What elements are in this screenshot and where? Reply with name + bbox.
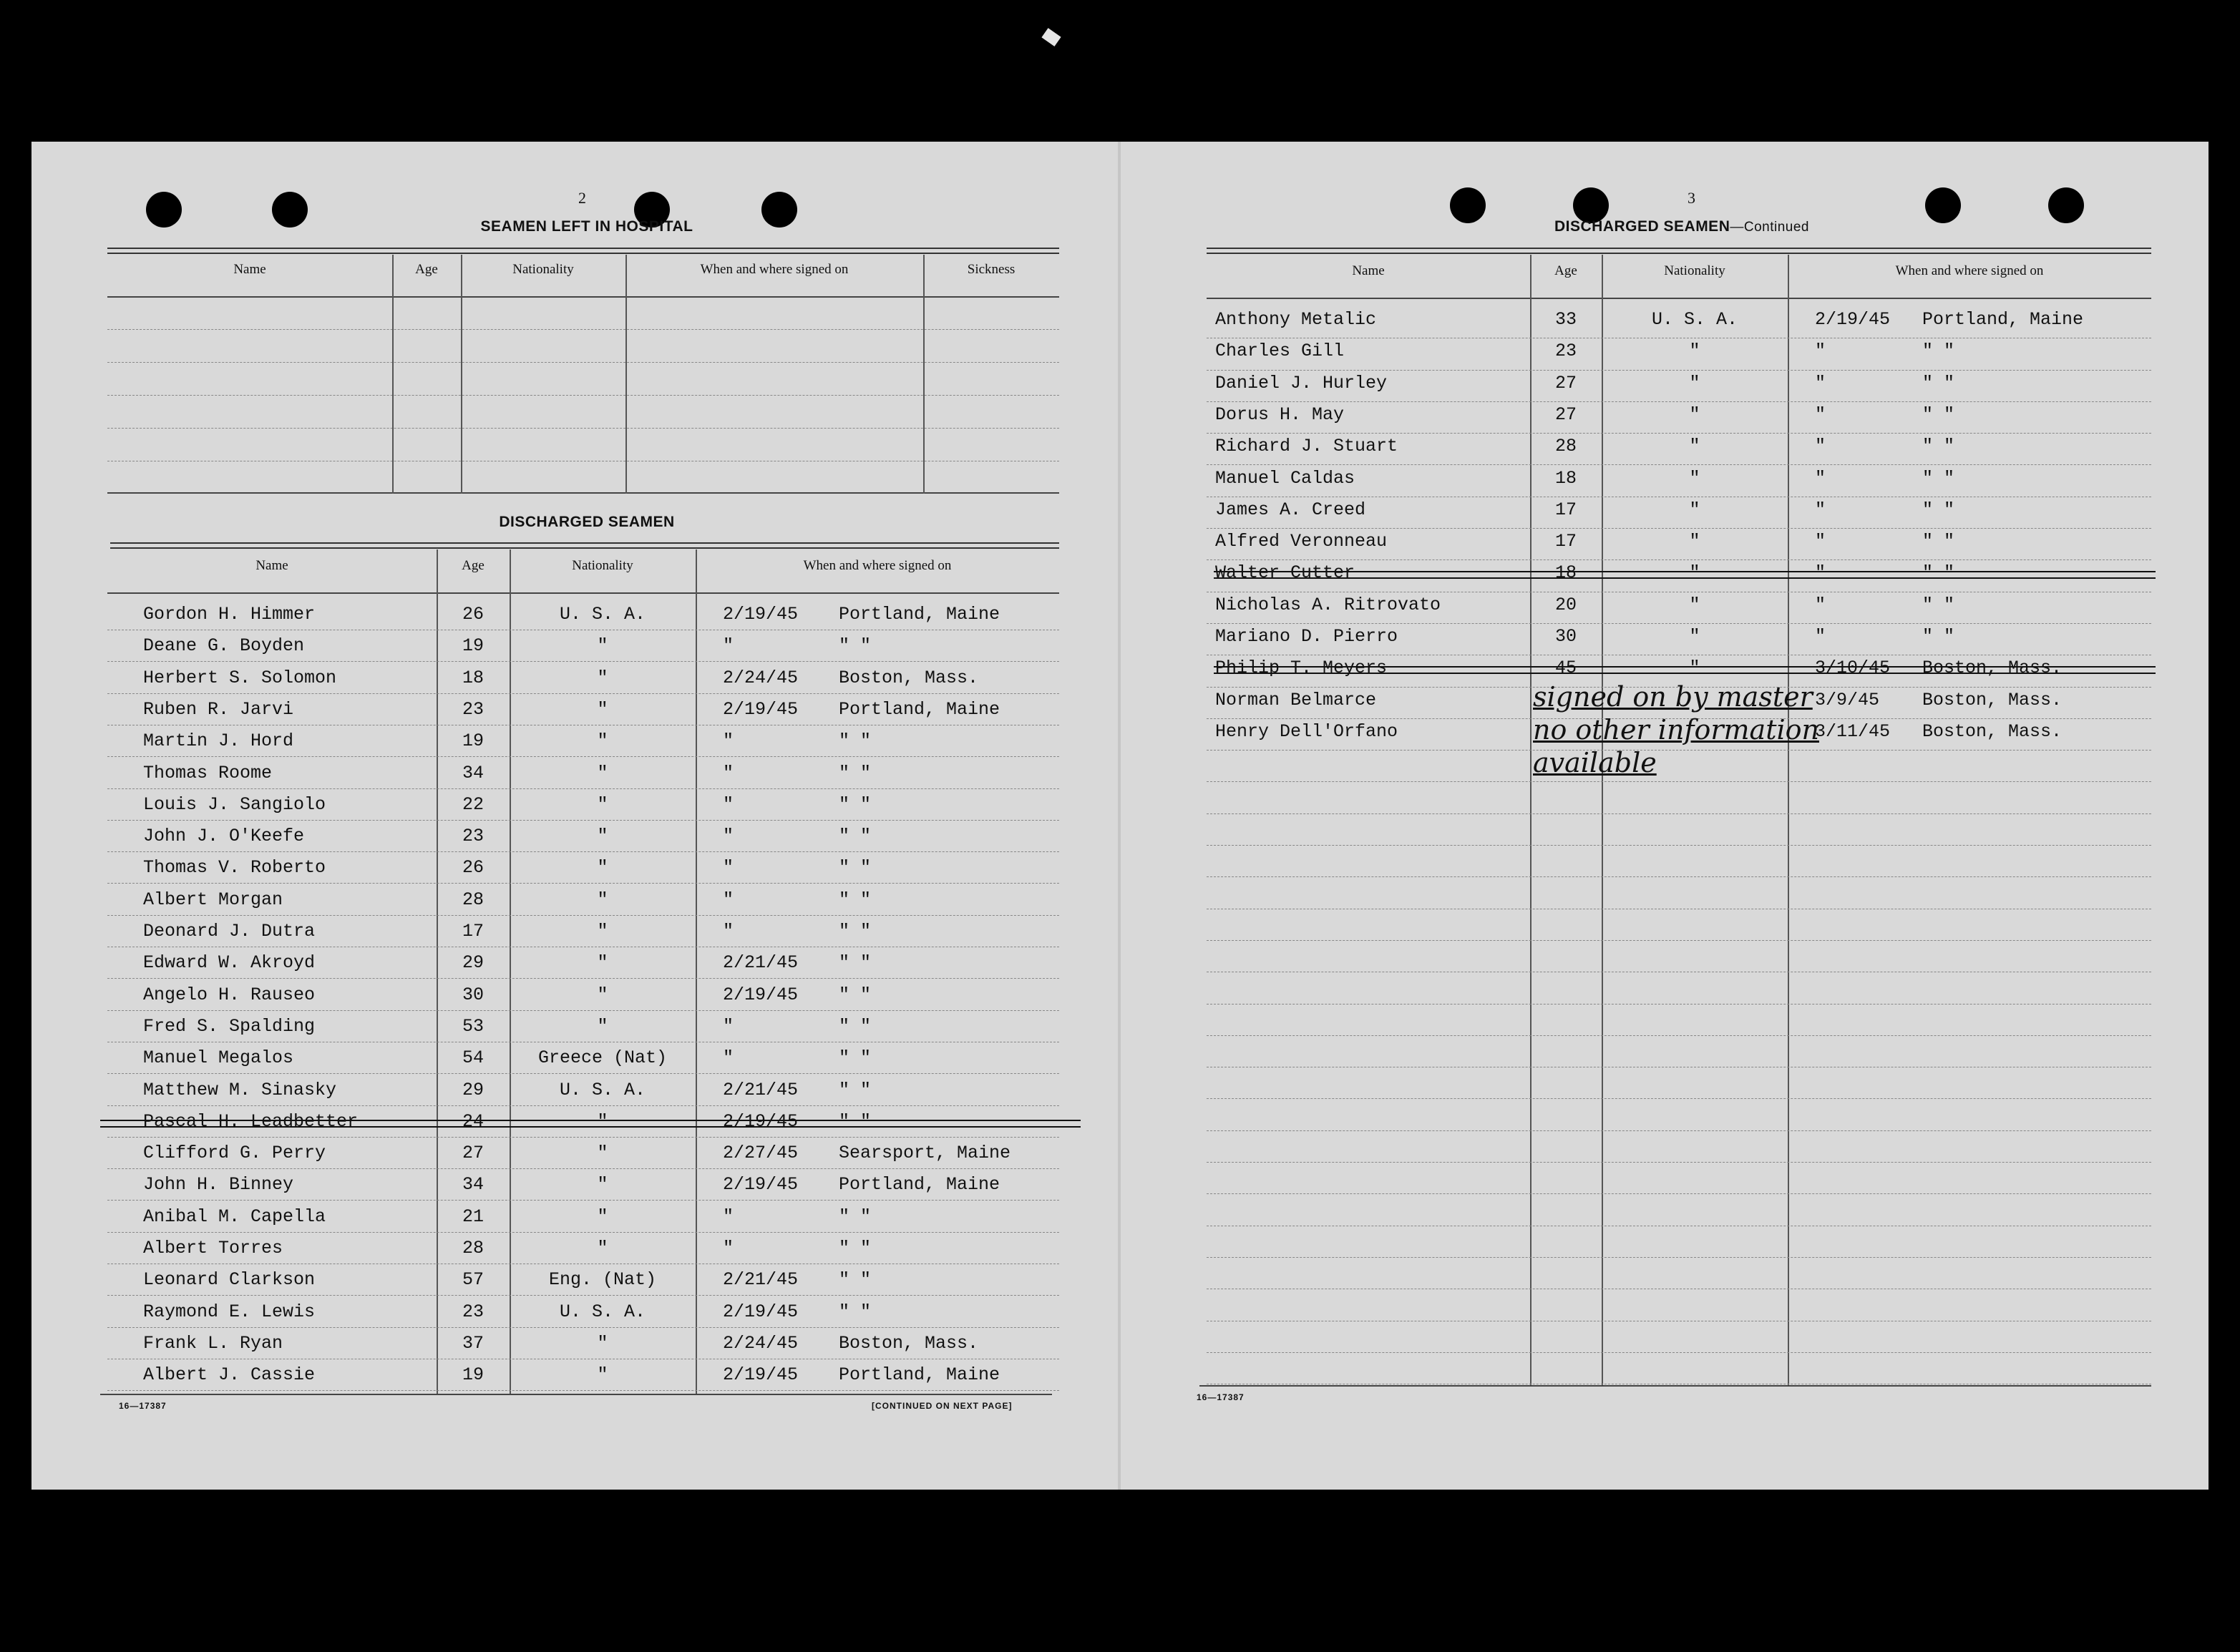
punch-hole [2048,187,2084,223]
table-bottom-rule [1199,1385,2151,1387]
signed-on-date: 3/10/45 [1815,658,1891,678]
seaman-nationality: " [1689,404,1700,425]
signed-on-place: " " [839,952,872,973]
punch-hole [272,192,308,228]
column-header-nationality: Nationality [512,262,574,277]
punch-hole [146,192,182,228]
handwritten-note-line: signed on by master [1533,681,1813,713]
seaman-name: Alfred Veronneau [1215,531,1388,552]
seaman-age: 19 [462,635,484,656]
signed-on-date: 2/21/45 [723,1269,799,1290]
page-number: 3 [1688,189,1695,207]
signed-on-date: " [1815,595,1826,615]
column-header-age: Age [462,558,484,573]
signed-on-place: " " [839,1016,872,1037]
signed-on-place: Boston, Mass. [839,668,979,688]
column-header-name: Name [1352,263,1385,278]
signed-on-date: " [723,635,734,656]
continued-suffix: —Continued [1730,220,1809,235]
seaman-nationality: " [597,857,608,878]
signed-on-date: " [723,826,734,846]
signed-on-place: Boston, Mass. [839,1333,979,1354]
continued-note: [CONTINUED ON NEXT PAGE] [872,1401,1013,1411]
seaman-name: Fred S. Spalding [143,1016,316,1037]
seaman-name: Philip T. Meyers [1215,658,1388,678]
hospital-section-title: SEAMEN LEFT IN HOSPITAL [480,218,693,235]
signed-on-place: " " [839,857,872,878]
signed-on-place: " " [1922,595,1955,615]
seaman-nationality: " [1689,436,1700,456]
signed-on-date: " [1815,436,1826,456]
signed-on-place: " " [839,763,872,783]
row-rule [1207,623,2151,624]
seaman-name: Mariano D. Pierro [1215,626,1398,647]
seaman-nationality: " [597,1174,608,1195]
column-divider [696,549,697,1395]
handwritten-note-line: no other information [1533,714,1819,746]
seaman-age: 18 [1554,468,1577,489]
seaman-nationality: " [597,1143,608,1163]
row-rule [107,395,1059,396]
signed-on-place: Portland, Maine [839,1174,1000,1195]
signed-on-place: " " [839,921,872,942]
signed-on-place: Boston, Mass. [1922,658,2063,678]
seaman-name: Edward W. Akroyd [143,952,316,973]
signed-on-date: " [1815,373,1826,394]
seaman-nationality: " [1689,658,1700,678]
seaman-name: Clifford G. Perry [143,1143,326,1163]
signed-on-date: " [723,1238,734,1258]
row-rule [107,1010,1059,1011]
signed-on-place: " " [839,1047,872,1068]
row-rule [107,1295,1059,1296]
strikeout-line [1214,666,2156,674]
seaman-nationality: " [1689,595,1700,615]
seaman-age: 34 [462,763,484,783]
signed-on-place: " " [1922,531,1955,552]
row-rule [107,978,1059,979]
seaman-nationality: " [1689,373,1700,394]
row-rule [1207,781,2151,782]
signed-on-date: 2/21/45 [723,952,799,973]
column-header-sickness: Sickness [967,262,1016,277]
signed-on-date: " [1815,562,1826,583]
page-number: 2 [578,189,586,207]
seaman-age: 27 [462,1143,484,1163]
signed-on-place: " " [839,984,872,1005]
seaman-age: 45 [1554,658,1577,678]
signed-on-date: " [723,921,734,942]
column-header-age: Age [415,262,438,277]
row-rule [107,1168,1059,1169]
seaman-age: 20 [1554,595,1577,615]
seaman-age: 18 [462,668,484,688]
header-rule [1207,298,2151,299]
signed-on-date: " [1815,468,1826,489]
seaman-age: 57 [462,1269,484,1290]
signed-on-date: " [723,794,734,815]
punch-hole [1925,187,1961,223]
signed-on-date: 3/9/45 [1815,690,1880,710]
seaman-age: 23 [462,1301,484,1322]
signed-on-place: " " [1922,562,1955,583]
signed-on-place: Portland, Maine [1922,309,2084,330]
seaman-nationality: " [597,1333,608,1354]
seaman-name: Albert Morgan [143,889,283,910]
signed-on-place: " " [839,1080,872,1100]
row-rule [107,1105,1059,1106]
row-rule [107,1390,1059,1391]
seaman-name: Nicholas A. Ritrovato [1215,595,1441,615]
signed-on-place: " " [1922,468,1955,489]
row-rule [107,851,1059,852]
seaman-name: John H. Binney [143,1174,294,1195]
seaman-nationality: " [597,699,608,720]
seaman-age: 27 [1554,373,1577,394]
row-rule [1207,1035,2151,1036]
seaman-nationality: " [597,826,608,846]
signed-on-place: Boston, Mass. [1922,690,2063,710]
column-divider [625,255,627,494]
signed-on-place: " " [839,1238,872,1258]
signed-on-date: " [1815,341,1826,361]
signed-on-place: Boston, Mass. [1922,721,2063,742]
row-rule [107,693,1059,694]
signed-on-place: Portland, Maine [839,1364,1000,1385]
signed-on-place: " " [839,826,872,846]
handwritten-note-line: available [1533,747,1657,778]
signed-on-place: " " [1922,499,1955,520]
signed-on-date: 2/21/45 [723,1080,799,1100]
seaman-age: 22 [462,794,484,815]
signed-on-date: 2/19/45 [723,1174,799,1195]
seaman-age: 26 [462,857,484,878]
row-rule [107,756,1059,757]
signed-on-place: " " [839,889,872,910]
seaman-age: 30 [1554,626,1577,647]
signed-on-place: " " [1922,436,1955,456]
section-title: DISCHARGED SEAMEN [1554,218,1730,235]
row-rule [107,915,1059,916]
signed-on-date: " [1815,531,1826,552]
discharged-section-title: DISCHARGED SEAMEN [499,514,675,530]
row-rule [107,1232,1059,1233]
seaman-nationality: U. S. A. [559,1080,646,1100]
signed-on-date: 2/19/45 [723,1364,799,1385]
row-rule [107,788,1059,789]
seaman-nationality: " [1689,531,1700,552]
seaman-name: Manuel Megalos [143,1047,294,1068]
seaman-name: Pascal H. Leadbetter [143,1111,359,1132]
signed-on-date: " [723,1016,734,1037]
row-rule [107,820,1059,821]
row-rule [1207,1257,2151,1258]
seaman-name: Gordon H. Himmer [143,604,316,625]
seaman-age: 53 [462,1016,484,1037]
row-rule [107,428,1059,429]
seaman-nationality: " [1689,626,1700,647]
row-rule [1207,876,2151,877]
seaman-name: John J. O'Keefe [143,826,305,846]
seaman-nationality: " [597,1206,608,1227]
column-divider [392,255,394,494]
seaman-name: Daniel J. Hurley [1215,373,1388,394]
signed-on-date: 2/27/45 [723,1143,799,1163]
seaman-age: 17 [1554,499,1577,520]
row-rule [1207,1352,2151,1353]
seaman-name: Matthew M. Sinasky [143,1080,337,1100]
signed-on-date: " [1815,404,1826,425]
seaman-age: 26 [462,604,484,625]
seaman-nationality: " [597,1364,608,1385]
seaman-name: Herbert S. Solomon [143,668,337,688]
signed-on-date: " [723,1047,734,1068]
seaman-age: 37 [462,1333,484,1354]
signed-on-date: " [723,763,734,783]
row-rule [1207,1193,2151,1194]
seaman-name: Ruben R. Jarvi [143,699,294,720]
seaman-nationality: " [597,635,608,656]
signed-on-date: " [723,1206,734,1227]
seaman-name: Richard J. Stuart [1215,436,1398,456]
seaman-age: 24 [462,1111,484,1132]
row-rule [107,1200,1059,1201]
seaman-name: Albert Torres [143,1238,283,1258]
seaman-name: Henry Dell'Orfano [1215,721,1398,742]
signed-on-date: 2/19/45 [723,699,799,720]
seaman-name: Frank L. Ryan [143,1333,283,1354]
signed-on-date: 3/11/45 [1815,721,1891,742]
row-rule [1207,750,2151,751]
seaman-nationality: " [597,668,608,688]
signed-on-place: " " [839,1301,872,1322]
seaman-age: 17 [462,921,484,942]
seaman-nationality: U. S. A. [1651,309,1738,330]
row-rule [1207,813,2151,814]
row-rule [1207,1162,2151,1163]
column-header-nationality: Nationality [572,558,633,573]
seaman-age: 54 [462,1047,484,1068]
seaman-name: Manuel Caldas [1215,468,1355,489]
seaman-nationality: " [597,889,608,910]
seaman-age: 21 [462,1206,484,1227]
row-rule [1207,845,2151,846]
row-rule [107,883,1059,884]
row-rule [1207,1130,2151,1131]
signed-on-date: 2/19/45 [723,604,799,625]
seaman-age: 29 [462,1080,484,1100]
strikeout-line [1214,571,2156,579]
seaman-nationality: U. S. A. [559,1301,646,1322]
seaman-nationality: " [597,1111,608,1132]
header-rule [107,592,1059,594]
signed-on-date: " [723,730,734,751]
row-rule [107,362,1059,363]
signed-on-date: 2/24/45 [723,1333,799,1354]
row-rule [107,1327,1059,1328]
row-rule [1207,401,2151,402]
row-rule [1207,464,2151,465]
page-fold [1118,142,1121,1490]
column-header-nationality: Nationality [1664,263,1725,278]
seaman-age: 18 [1554,562,1577,583]
signed-on-date: " [1815,499,1826,520]
seaman-name: Albert J. Cassie [143,1364,316,1385]
seaman-age: 29 [462,952,484,973]
seaman-nationality: " [1689,499,1700,520]
seaman-name: Charles Gill [1215,341,1345,361]
seaman-age: 28 [462,889,484,910]
form-number: 16—17387 [1197,1392,1245,1402]
seaman-nationality: " [597,1238,608,1258]
signed-on-place: " " [1922,626,1955,647]
seaman-name: Thomas Roome [143,763,273,783]
seaman-nationality: " [1689,468,1700,489]
paper-speck [1041,28,1061,47]
row-rule [1207,528,2151,529]
column-header-signed-on: When and where signed on [803,558,952,573]
row-rule [1207,433,2151,434]
row-rule [1207,1098,2151,1099]
seaman-age: 17 [1554,531,1577,552]
signed-on-place: " " [1922,373,1955,394]
signed-on-place: " " [839,1206,872,1227]
signed-on-place: " " [839,1111,872,1132]
seaman-age: 23 [462,699,484,720]
double-rule [110,542,1059,549]
seaman-nationality: " [597,984,608,1005]
seaman-name: Deonard J. Dutra [143,921,316,942]
row-rule [107,329,1059,330]
seaman-age: 30 [462,984,484,1005]
seaman-name: Angelo H. Rauseo [143,984,316,1005]
seaman-name: Leonard Clarkson [143,1269,316,1290]
seaman-nationality: U. S. A. [559,604,646,625]
signed-on-place: " " [1922,341,1955,361]
signed-on-date: 2/19/45 [723,984,799,1005]
seaman-nationality: " [597,1016,608,1037]
column-divider [923,255,925,494]
row-rule [1207,370,2151,371]
signed-on-date: " [723,857,734,878]
seaman-nationality: " [597,921,608,942]
seaman-nationality: " [597,952,608,973]
seaman-name: Raymond E. Lewis [143,1301,316,1322]
seaman-nationality: Greece (Nat) [537,1047,668,1068]
seaman-name: Deane G. Boyden [143,635,305,656]
row-rule [1207,559,2151,560]
seaman-name: Thomas V. Roberto [143,857,326,878]
seaman-nationality: Eng. (Nat) [548,1269,657,1290]
seaman-age: 33 [1554,309,1577,330]
header-rule [107,296,1059,298]
seaman-name: Dorus H. May [1215,404,1345,425]
signed-on-date: 2/24/45 [723,668,799,688]
seaman-age: 28 [462,1238,484,1258]
seaman-nationality: " [597,794,608,815]
seaman-age: 28 [1554,436,1577,456]
signed-on-date: " [1815,626,1826,647]
row-rule [107,661,1059,662]
table-bottom-rule [107,492,1059,494]
double-rule [107,248,1059,254]
seaman-name: Martin J. Hord [143,730,294,751]
signed-on-place: " " [1922,404,1955,425]
signed-on-place: " " [839,730,872,751]
seaman-age: 19 [462,1364,484,1385]
row-rule [107,1073,1059,1074]
seaman-age: 23 [462,826,484,846]
seaman-age: 19 [462,730,484,751]
signed-on-place: Portland, Maine [839,699,1000,720]
signed-on-date: 2/19/45 [1815,309,1891,330]
signed-on-date: 2/19/45 [723,1111,799,1132]
column-header-signed-on: When and where signed on [700,262,849,277]
column-header-age: Age [1554,263,1577,278]
seaman-name: James A. Creed [1215,499,1366,520]
column-header-name: Name [233,262,266,277]
seaman-nationality: " [597,730,608,751]
row-rule [1207,1004,2151,1005]
column-divider [461,255,462,494]
signed-on-place: " " [839,794,872,815]
seaman-name: Anthony Metalic [1215,309,1377,330]
seaman-nationality: " [1689,562,1700,583]
column-divider [1788,255,1789,1385]
signed-on-place: " " [839,635,872,656]
seaman-nationality: " [597,763,608,783]
signed-on-place: Searsport, Maine [839,1143,1011,1163]
seaman-name: Anibal M. Capella [143,1206,326,1227]
seaman-age: 23 [1554,341,1577,361]
column-header-signed-on: When and where signed on [1895,263,2044,278]
seaman-age: 34 [462,1174,484,1195]
table-bottom-rule [100,1394,1052,1395]
seaman-name: Walter Cutter [1215,562,1355,583]
seaman-name: Louis J. Sangiolo [143,794,326,815]
signed-on-date: 2/19/45 [723,1301,799,1322]
seaman-name: Norman Belmarce [1215,690,1377,710]
form-number: 16—17387 [119,1401,167,1411]
double-rule [1207,248,2151,254]
signed-on-date: " [723,889,734,910]
discharged-continued-title [1460,218,1904,235]
seaman-age: 27 [1554,404,1577,425]
strikeout-line [100,1120,1081,1128]
row-rule [107,1137,1059,1138]
seaman-nationality: " [1689,341,1700,361]
signed-on-place: Portland, Maine [839,604,1000,625]
signed-on-place: " " [839,1269,872,1290]
row-rule [1207,940,2151,941]
column-header-name: Name [255,558,288,573]
